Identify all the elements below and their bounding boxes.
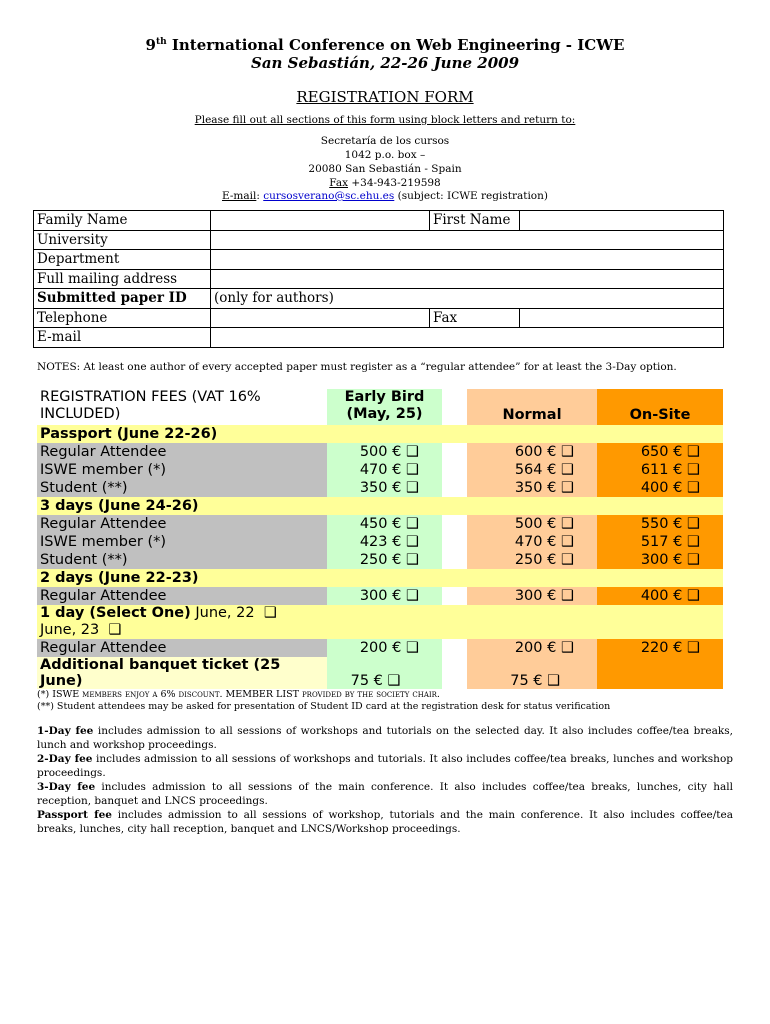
section-1-day: 1 day (Select One) June, 22 ❑ June, 23 ❑ bbox=[40, 605, 277, 638]
email-link[interactable]: cursosverano@sc.ehu.es bbox=[263, 190, 395, 202]
checkbox-icon[interactable]: ❑ bbox=[405, 640, 419, 656]
price-cell[interactable]: 400 € ❑ bbox=[597, 479, 723, 497]
price-cell[interactable]: 350 € ❑ bbox=[327, 479, 442, 497]
email-field-label: E-mail bbox=[34, 328, 211, 348]
fees-heading: REGISTRATION FEES (VAT 16% INCLUDED) bbox=[40, 389, 261, 422]
university-label: University bbox=[34, 230, 211, 250]
family-name-field[interactable] bbox=[211, 211, 430, 231]
fax-field-label: Fax bbox=[430, 308, 520, 328]
checkbox-icon[interactable]: ❑ bbox=[405, 462, 419, 478]
mailing-address-label: Full mailing address bbox=[34, 269, 211, 289]
price-cell[interactable]: 500 € ❑ bbox=[327, 443, 442, 461]
price-cell[interactable]: 611 € ❑ bbox=[597, 461, 723, 479]
checkbox-icon[interactable]: ❑ bbox=[405, 552, 419, 568]
checkbox-icon[interactable]: ❑ bbox=[405, 588, 419, 604]
fax-value: +34-943-219598 bbox=[348, 177, 441, 189]
paper-id-label: Submitted paper ID bbox=[34, 289, 211, 309]
first-name-label: First Name bbox=[430, 211, 520, 231]
address-fax bbox=[0, 177, 770, 189]
section-3-days: 3 days (June 24-26) bbox=[40, 498, 199, 514]
price-cell[interactable]: 200 € ❑ bbox=[467, 639, 597, 657]
address-email: E-mail: cursosverano@sc.ehu.es (subject: ICWE registration) bbox=[222, 190, 548, 202]
price-cell[interactable]: 470 € ❑ bbox=[467, 533, 597, 551]
address-line-2: 1042 p.o. box – bbox=[344, 149, 426, 161]
desc-passport: Passport fee includes admission to all sessions of workshop, tutorials and the main conference. It also includes coffee/tea breaks, lunches, city hall reception, banquet and LNCS/Workshop proceedings. bbox=[37, 809, 733, 835]
department-field[interactable] bbox=[211, 250, 724, 270]
checkbox-icon[interactable]: ❑ bbox=[108, 622, 122, 638]
paper-id-field[interactable]: (only for authors) bbox=[211, 289, 724, 309]
row-label-regular: Regular Attendee bbox=[37, 515, 327, 533]
registration-form-table bbox=[33, 210, 724, 348]
fax-field[interactable] bbox=[520, 308, 724, 328]
row-label-regular: Regular Attendee bbox=[37, 587, 327, 605]
checkbox-icon[interactable]: ❑ bbox=[686, 588, 700, 604]
price-cell[interactable]: 450 € ❑ bbox=[327, 515, 442, 533]
price-cell[interactable]: 470 € ❑ bbox=[327, 461, 442, 479]
col-early-bird: Early Bird (May, 25) bbox=[327, 389, 442, 425]
checkbox-icon[interactable]: ❑ bbox=[405, 480, 419, 496]
price-cell[interactable]: 564 € ❑ bbox=[467, 461, 597, 479]
price-cell[interactable]: 350 € ❑ bbox=[467, 479, 597, 497]
price-cell[interactable]: 300 € ❑ bbox=[467, 587, 597, 605]
checkbox-icon[interactable]: ❑ bbox=[405, 534, 419, 550]
footnote-iswe: (*) ISWE members enjoy a 6% discount. MEMBER LIST provided by the society chair. bbox=[37, 689, 440, 700]
price-cell[interactable]: 250 € ❑ bbox=[467, 551, 597, 569]
checkbox-icon[interactable]: ❑ bbox=[686, 480, 700, 496]
checkbox-icon[interactable]: ❑ bbox=[686, 516, 700, 532]
row-label-regular: Regular Attendee bbox=[37, 639, 327, 657]
checkbox-icon[interactable]: ❑ bbox=[560, 444, 574, 460]
price-cell[interactable]: 75 € ❑ bbox=[327, 657, 442, 689]
checkbox-icon[interactable]: ❑ bbox=[686, 534, 700, 550]
fee-descriptions bbox=[37, 724, 733, 836]
col-normal: Normal bbox=[467, 389, 597, 425]
price-cell[interactable]: 75 € ❑ bbox=[467, 657, 597, 689]
price-cell[interactable]: 400 € ❑ bbox=[597, 587, 723, 605]
checkbox-icon[interactable]: ❑ bbox=[547, 673, 561, 689]
address-line-1: Secretaría de los cursos bbox=[320, 135, 450, 147]
registration-fees-table bbox=[37, 389, 723, 689]
col-onsite: On-Site bbox=[597, 389, 723, 425]
email-label: E-mail bbox=[222, 190, 257, 202]
price-cell[interactable]: 600 € ❑ bbox=[467, 443, 597, 461]
checkbox-icon[interactable]: ❑ bbox=[686, 640, 700, 656]
checkbox-icon[interactable]: ❑ bbox=[686, 552, 700, 568]
footnotes bbox=[37, 689, 610, 713]
row-label-student: Student (**) bbox=[37, 479, 327, 497]
telephone-label: Telephone bbox=[34, 308, 211, 328]
price-cell[interactable]: 550 € ❑ bbox=[597, 515, 723, 533]
price-cell[interactable]: 300 € ❑ bbox=[327, 587, 442, 605]
price-cell[interactable]: 500 € ❑ bbox=[467, 515, 597, 533]
checkbox-icon[interactable]: ❑ bbox=[387, 673, 401, 689]
section-passport: Passport (June 22-26) bbox=[40, 426, 218, 442]
checkbox-icon[interactable]: ❑ bbox=[560, 534, 574, 550]
notes: NOTES: At least one author of every accepted paper must register as a “regular attendee” for at least the 3-Day option. bbox=[37, 361, 677, 373]
address-line-3: 20080 San Sebastián - Spain bbox=[308, 163, 462, 175]
price-cell[interactable]: 200 € ❑ bbox=[327, 639, 442, 657]
first-name-field[interactable] bbox=[520, 211, 724, 231]
price-cell[interactable]: 423 € ❑ bbox=[327, 533, 442, 551]
email-field[interactable] bbox=[211, 328, 724, 348]
checkbox-icon[interactable]: ❑ bbox=[560, 462, 574, 478]
row-label-regular: Regular Attendee bbox=[37, 443, 327, 461]
mailing-address-field[interactable] bbox=[211, 269, 724, 289]
checkbox-icon[interactable]: ❑ bbox=[405, 516, 419, 532]
desc-3-day: 3-Day fee includes admission to all sessions of the main conference. It also includes coffee/tea breaks, lunches, city hall reception, banquet and LNCS proceedings. bbox=[37, 781, 733, 807]
family-name-label: Family Name bbox=[34, 211, 211, 231]
row-label-student: Student (**) bbox=[37, 551, 327, 569]
checkbox-icon[interactable]: ❑ bbox=[686, 444, 700, 460]
department-label: Department bbox=[34, 250, 211, 270]
form-title: REGISTRATION FORM bbox=[296, 88, 474, 106]
checkbox-icon[interactable]: ❑ bbox=[686, 462, 700, 478]
checkbox-icon[interactable]: ❑ bbox=[560, 516, 574, 532]
checkbox-icon[interactable]: ❑ bbox=[560, 588, 574, 604]
footnote-student: (**) Student attendees may be asked for presentation of Student ID card at the registration desk for status verification bbox=[37, 701, 611, 712]
section-2-days: 2 days (June 22-23) bbox=[40, 570, 199, 586]
price-cell[interactable]: 220 € ❑ bbox=[597, 639, 723, 689]
instructions: Please fill out all sections of this form using block letters and return to: bbox=[194, 114, 576, 126]
price-cell[interactable]: 650 € ❑ bbox=[597, 443, 723, 461]
desc-1-day: 1-Day fee includes admission to all sessions of workshops and tutorials on the selected day. It also includes coffee/tea breaks, lunch and workshop proceedings. bbox=[37, 725, 733, 751]
desc-2-day: 2-Day fee includes admission to all sessions of workshops and tutorials. It also includes coffee/tea breaks, lunches and workshop proceedings. bbox=[37, 753, 733, 779]
price-cell[interactable]: 300 € ❑ bbox=[597, 551, 723, 569]
checkbox-icon[interactable]: ❑ bbox=[560, 640, 574, 656]
checkbox-icon[interactable]: ❑ bbox=[263, 605, 277, 621]
conference-title: 9th International Conference on Web Engineering - ICWE bbox=[145, 36, 625, 54]
conference-subtitle: San Sebastián, 22-26 June 2009 bbox=[250, 54, 520, 72]
telephone-field[interactable] bbox=[211, 308, 430, 328]
row-label-iswe: ISWE member (*) bbox=[37, 533, 327, 551]
row-label-banquet: Additional banquet ticket (25 June) bbox=[37, 657, 327, 689]
checkbox-icon[interactable]: ❑ bbox=[405, 444, 419, 460]
checkbox-icon[interactable]: ❑ bbox=[560, 552, 574, 568]
fax-label: Fax bbox=[329, 177, 349, 189]
row-label-iswe: ISWE member (*) bbox=[37, 461, 327, 479]
university-field[interactable] bbox=[211, 230, 724, 250]
price-cell[interactable]: 517 € ❑ bbox=[597, 533, 723, 551]
price-cell[interactable]: 250 € ❑ bbox=[327, 551, 442, 569]
checkbox-icon[interactable]: ❑ bbox=[560, 480, 574, 496]
